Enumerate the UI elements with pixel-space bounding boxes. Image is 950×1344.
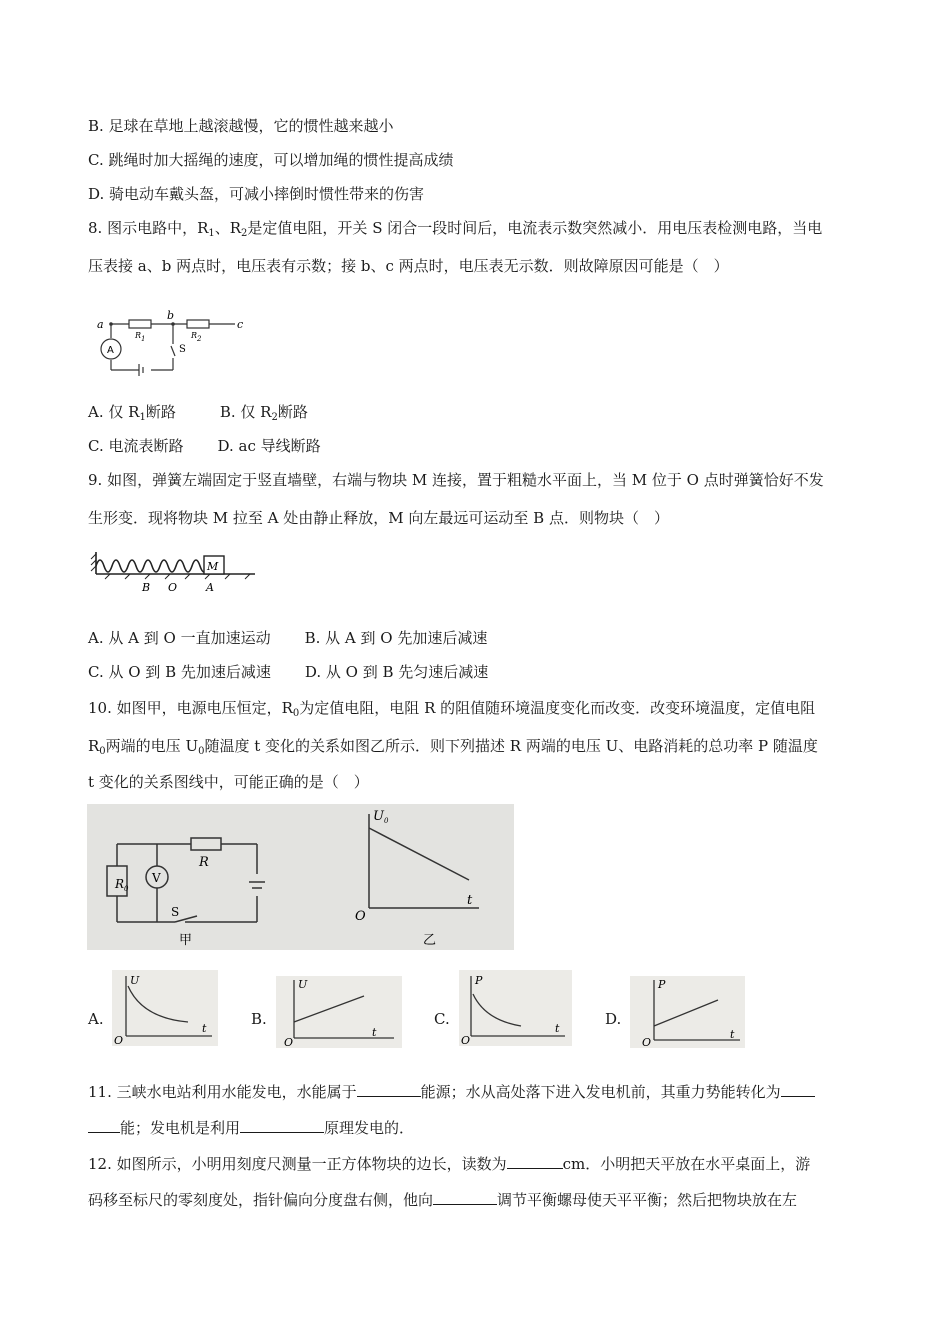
svg-text:c: c bbox=[237, 318, 244, 331]
q10-stem-line1: 10. 如图甲，电源电压恒定，$R_0$为定值电阻，电阻 R 的阻值随环境温度变化而改变．改变环境温度，定值电阻 bbox=[88, 699, 816, 719]
svg-text:R0: $R_0$ bbox=[115, 877, 129, 893]
q10-option-d-graph bbox=[630, 976, 745, 1048]
q12-blank-2[interactable] bbox=[433, 1190, 497, 1205]
q11-stem-line2: 能；发电机是利用 原理发电的． bbox=[88, 1118, 414, 1138]
q10-option-a-graph bbox=[112, 970, 218, 1046]
q8-options-row2: C. 电流表断路 D. ac 导线断路 bbox=[88, 437, 321, 455]
svg-text:R: R bbox=[199, 855, 209, 870]
svg-text:O: O bbox=[355, 909, 366, 924]
q11-stem-line1: 11. 三峡水电站利用水能发电，水能属于 能源；水从高处落下进入发电机前，其重力势能转化为 bbox=[88, 1082, 815, 1102]
svg-text:t: t bbox=[730, 1028, 735, 1041]
q8-options-row1: A. 仅 $R_1$断路 B. 仅 $R_2$断路 bbox=[88, 403, 308, 423]
q12-stem-line2: 码移至标尺的零刻度处，指针偏向分度盘右侧，他向 调节平衡螺母使天平平衡；然后把物块放在左 bbox=[88, 1191, 798, 1209]
svg-text:A: A bbox=[107, 345, 114, 356]
svg-text:A: A bbox=[206, 581, 214, 594]
q7-option-c: C. 跳绳时加大摇绳的速度，可以增加绳的惯性提高成绩 bbox=[88, 151, 454, 169]
q9-stem-line2: 生形变．现将物块 M 拉至 A 处由静止释放，M 向左最远可运动至 B 点．则物块（ ） bbox=[88, 509, 669, 527]
svg-text:b: b bbox=[167, 309, 175, 322]
q11-blank-1[interactable] bbox=[357, 1082, 421, 1097]
svg-text:O: O bbox=[642, 1036, 652, 1048]
svg-text:t: t bbox=[467, 893, 473, 908]
svg-text:t: t bbox=[202, 1022, 207, 1035]
q7-option-b: B. 足球在草地上越滚越慢，它的惯性越来越小 bbox=[88, 117, 394, 135]
svg-text:O: O bbox=[284, 1036, 294, 1048]
svg-text:S: S bbox=[171, 905, 180, 919]
svg-text:乙: 乙 bbox=[423, 933, 437, 948]
q10-main-figure bbox=[87, 804, 514, 950]
svg-text:O: O bbox=[168, 581, 178, 594]
resistor-r2 bbox=[187, 320, 209, 328]
q10-option-b-label: B. bbox=[251, 1010, 267, 1028]
q10-option-d-label: D. bbox=[605, 1010, 622, 1028]
q10-stem-line2: $R_0$两端的电压 $U_0$随温度 t 变化的关系如图乙所示．则下列描述 R 两端的电压 U、电路消耗的总功率 P 随温度 bbox=[88, 737, 818, 757]
resistor-r bbox=[191, 838, 221, 850]
q11-blank-2b[interactable] bbox=[88, 1118, 120, 1133]
svg-text:t: t bbox=[372, 1026, 377, 1039]
q12-blank-1[interactable] bbox=[507, 1154, 563, 1169]
q9-options-row1: A. 从 A 到 O 一直加速运动 B. 从 A 到 O 先加速后减速 bbox=[88, 629, 488, 647]
resistor-r1 bbox=[129, 320, 151, 328]
svg-text:R1: R1 bbox=[135, 331, 146, 343]
svg-text:O: O bbox=[461, 1034, 471, 1046]
svg-text:a: a bbox=[97, 318, 104, 331]
q10-option-a-label: A. bbox=[88, 1010, 104, 1028]
q9-options-row2: C. 从 O 到 B 先加速后减速 D. 从 O 到 B 先匀速后减速 bbox=[88, 663, 489, 681]
svg-text:S: S bbox=[179, 344, 186, 355]
svg-text:P: P bbox=[475, 974, 483, 987]
svg-text:U0: $U_0$ bbox=[373, 809, 389, 825]
svg-text:V: V bbox=[152, 871, 161, 885]
q11-blank-2a[interactable] bbox=[781, 1082, 815, 1097]
q8-stem-line1: 8. 图示电路中，$R_1$、$R_2$是定值电阻，开关 S 闭合一段时间后，电流表示数突然减小．用电压表检测电路，当电 bbox=[88, 219, 823, 239]
q10-option-b-graph bbox=[276, 976, 402, 1048]
q9-spring-figure bbox=[90, 548, 260, 594]
svg-text:M: M bbox=[207, 560, 219, 573]
q7-option-d: D. 骑电动车戴头盔，可减小摔倒时惯性带来的伤害 bbox=[88, 185, 425, 203]
svg-text:O: O bbox=[114, 1034, 124, 1046]
q8-stem-line2: 压表接 a、b 两点时，电压表有示数；接 b、c 两点时，电压表无示数．则故障原因可能是（ ） bbox=[88, 257, 729, 275]
q11-blank-3[interactable] bbox=[240, 1118, 324, 1133]
svg-text:U: U bbox=[298, 978, 308, 991]
svg-text:P: P bbox=[658, 978, 666, 991]
q10-option-c-graph bbox=[459, 970, 572, 1046]
svg-text:t: t bbox=[555, 1022, 560, 1035]
q9-stem-line1: 9. 如图，弹簧左端固定于竖直墙壁，右端与物块 M 连接，置于粗糙水平面上，当 M 位于 O 点时弹簧恰好不发 bbox=[88, 471, 824, 489]
svg-text:R2: R2 bbox=[191, 331, 202, 343]
svg-text:B: B bbox=[142, 581, 151, 594]
q10-option-c-label: C. bbox=[434, 1010, 450, 1028]
q8-circuit-figure bbox=[95, 304, 255, 378]
q12-stem-line1: 12. 如图所示，小明用刻度尺测量一正方体物块的边长，读数为 cm．小明把天平放在水平桌面上，游 bbox=[88, 1155, 811, 1173]
svg-text:甲: 甲 bbox=[179, 933, 193, 948]
q10-stem-line3: t 变化的关系图线中，可能正确的是（ ） bbox=[88, 773, 369, 791]
svg-text:U: U bbox=[130, 974, 140, 987]
